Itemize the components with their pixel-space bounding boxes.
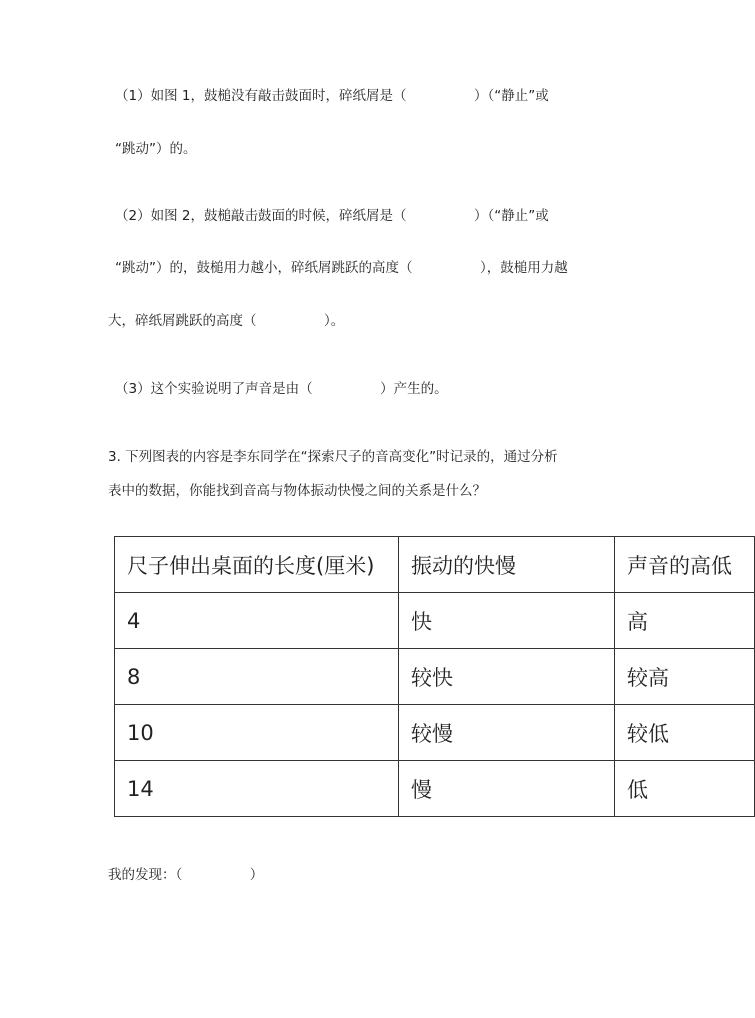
- table-cell: 较高: [615, 649, 755, 705]
- table-row: [115, 705, 755, 761]
- table-cell: 低: [615, 761, 755, 817]
- task-3-line-1: 3. 下列图表的内容是李东同学在“探索尺子的音高变化”时记录的，通过分析: [108, 449, 558, 465]
- table-cell: 高: [615, 593, 755, 649]
- question-3: （3）这个实验说明了声音是由（ ）产生的。: [115, 381, 448, 397]
- question-2-line-1: （2）如图 2，鼓槌敲击鼓面的时候，碎纸屑是（ ）（“静止”或: [115, 208, 549, 224]
- table-cell: 较快: [399, 649, 615, 705]
- my-finding-answer: 我的发现：（ ）: [108, 867, 264, 883]
- table-cell: 快: [399, 593, 615, 649]
- question-1-line-2: “跳动”）的。: [115, 141, 197, 157]
- table-row: [115, 761, 755, 817]
- table-cell: 较慢: [399, 705, 615, 761]
- table-header-row: [115, 537, 755, 593]
- table-cell: 较低: [615, 705, 755, 761]
- header-ruler-length: 尺子伸出桌面的长度(厘米): [115, 537, 399, 593]
- header-vibration-speed: 振动的快慢: [399, 537, 615, 593]
- table-row: [115, 593, 755, 649]
- question-2-line-2: “跳动”）的，鼓槌用力越小，碎纸屑跳跃的高度（ ），鼓槌用力越: [115, 260, 568, 276]
- task-3-line-2: 表中的数据，你能找到音高与物体振动快慢之间的关系是什么？: [108, 483, 486, 499]
- question-1-line-1: （1）如图 1，鼓槌没有敲击鼓面时，碎纸屑是（ ）（“静止”或: [115, 88, 549, 104]
- table-cell: 14: [115, 761, 399, 817]
- header-pitch: 声音的高低: [615, 537, 755, 593]
- table-row: [115, 649, 755, 705]
- table-cell: 4: [115, 593, 399, 649]
- question-2-line-3: 大，碎纸屑跳跃的高度（ ）。: [108, 313, 345, 329]
- ruler-pitch-table: [114, 536, 755, 817]
- table-cell: 8: [115, 649, 399, 705]
- table-cell: 10: [115, 705, 399, 761]
- table-cell: 慢: [399, 761, 615, 817]
